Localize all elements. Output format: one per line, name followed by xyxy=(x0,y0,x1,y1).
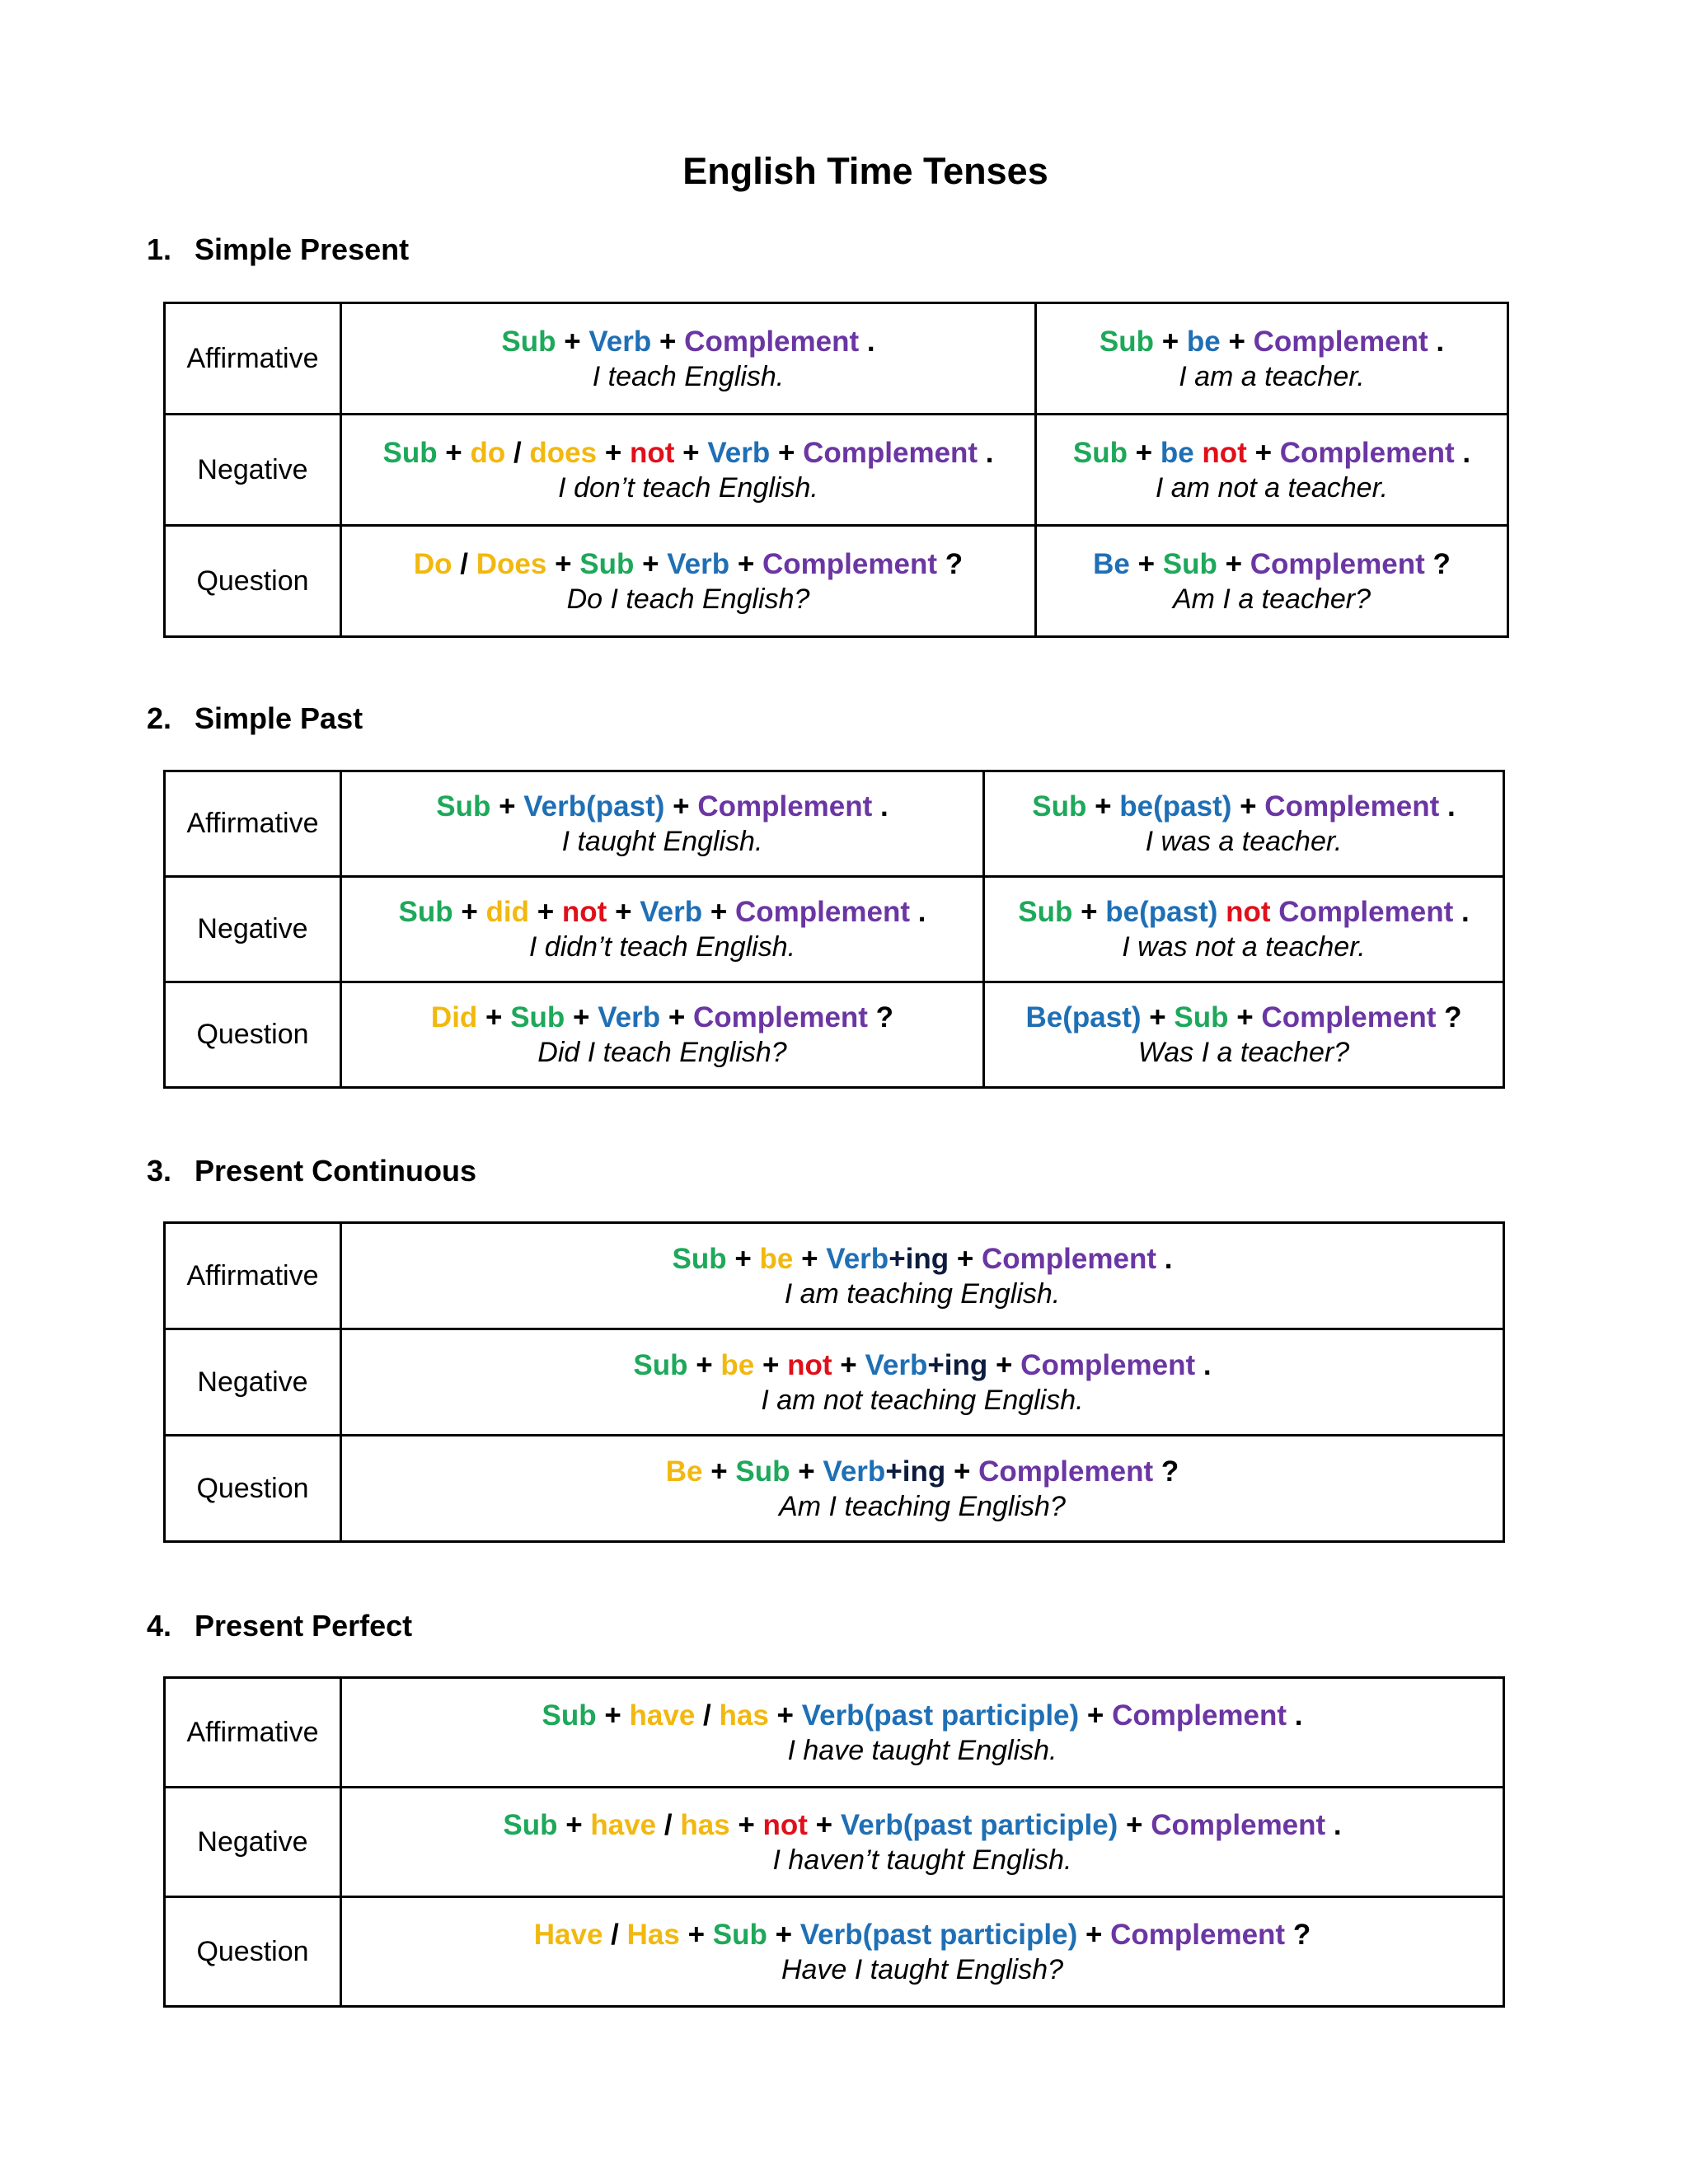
formula-part: . xyxy=(1428,325,1445,358)
formula-part: has xyxy=(680,1808,730,1841)
example-sentence: I have taught English. xyxy=(787,1734,1057,1766)
simple-past-table xyxy=(163,770,1505,1089)
formula-part: Verb xyxy=(707,436,771,469)
formula-part: / xyxy=(695,1699,720,1732)
formula xyxy=(342,546,1034,582)
formula-part: . xyxy=(872,790,889,823)
formula xyxy=(342,1347,1503,1383)
formula-part: Sub xyxy=(436,790,491,823)
formula xyxy=(342,324,1034,359)
formula-part: . xyxy=(1453,896,1470,928)
example-sentence: I haven’t taught English. xyxy=(772,1844,1072,1876)
formula-cell xyxy=(341,1436,1504,1542)
formula-part: Complement xyxy=(735,896,910,928)
formula-part: not xyxy=(787,1348,832,1381)
example-sentence: I taught English. xyxy=(561,826,763,857)
formula-cell xyxy=(341,1788,1504,1897)
section-title: Simple Past xyxy=(195,701,363,735)
formula-part: Complement xyxy=(978,1455,1154,1488)
formula-part: Verb(past) xyxy=(523,790,665,823)
formula-part: Did xyxy=(430,1001,478,1033)
formula xyxy=(985,1000,1503,1035)
formula-part: + xyxy=(490,790,524,823)
formula-part: + xyxy=(679,1918,713,1951)
formula-part: + xyxy=(607,896,640,928)
formula-part: + xyxy=(729,547,763,580)
formula-part: ? xyxy=(1285,1918,1311,1951)
formula-cell xyxy=(341,526,1036,637)
formula-part: did xyxy=(485,896,530,928)
formula xyxy=(342,1000,982,1035)
formula-part: Sub xyxy=(672,1242,727,1275)
section-number: 3. xyxy=(147,1154,172,1188)
formula xyxy=(985,789,1503,824)
formula-part: + xyxy=(651,325,685,358)
simple-present-table xyxy=(163,302,1509,638)
formula-part: Be(past) xyxy=(1025,1001,1142,1033)
formula-part: Complement xyxy=(684,325,860,358)
formula-part: Complement xyxy=(803,436,978,469)
formula-part: + xyxy=(1217,547,1250,580)
present-perfect-table xyxy=(163,1676,1505,2008)
formula xyxy=(342,1241,1503,1277)
formula-part: Complement xyxy=(1264,790,1440,823)
formula-part: . xyxy=(1195,1348,1212,1381)
formula-cell xyxy=(1036,303,1508,415)
formula-part: . xyxy=(1325,1808,1342,1841)
formula-part: not xyxy=(1226,896,1279,928)
row-label-negative: Negative xyxy=(165,1788,341,1897)
formula-cell xyxy=(341,771,984,877)
formula-part: Has xyxy=(626,1918,680,1951)
formula-part: have xyxy=(590,1808,657,1841)
formula-part: . xyxy=(1287,1699,1303,1732)
formula-cell xyxy=(341,982,984,1088)
section-title: Simple Present xyxy=(195,232,410,266)
formula-part: Complement xyxy=(1261,1001,1437,1033)
formula xyxy=(342,894,982,930)
formula-part: + xyxy=(634,547,668,580)
formula-part: / xyxy=(452,547,476,580)
formula-part: Sub xyxy=(1018,896,1073,928)
formula-part: + xyxy=(1118,1808,1151,1841)
formula-part: +ing xyxy=(927,1348,988,1381)
formula-part: + xyxy=(754,1348,788,1381)
example-sentence: I am teaching English. xyxy=(784,1277,1061,1310)
formula-part: Sub xyxy=(503,1808,558,1841)
formula-part: not xyxy=(762,1808,808,1841)
formula-part: + xyxy=(702,896,736,928)
formula-part: Verb(past participle) xyxy=(840,1808,1118,1841)
example-sentence: I didn’t teach English. xyxy=(528,931,796,963)
formula-cell xyxy=(341,1678,1504,1788)
formula-part: / xyxy=(505,436,530,469)
formula-part: . xyxy=(978,436,994,469)
formula xyxy=(342,435,1034,471)
formula-cell xyxy=(341,415,1036,526)
formula-part: + xyxy=(597,436,631,469)
formula-cell xyxy=(341,1329,1504,1436)
formula-part: ? xyxy=(1153,1455,1179,1488)
example-sentence: I teach English. xyxy=(592,360,785,392)
formula-part: Sub xyxy=(382,436,438,469)
section-heading-present-perfect xyxy=(147,1609,412,1643)
formula-part: Verb xyxy=(865,1348,928,1381)
formula xyxy=(342,789,982,824)
formula-part: not xyxy=(630,436,675,469)
example-sentence: Did I teach English? xyxy=(537,1037,787,1068)
formula-part: + xyxy=(770,436,804,469)
formula-part: + xyxy=(729,1808,763,1841)
formula-part: + xyxy=(452,896,486,928)
formula-part: + xyxy=(832,1348,865,1381)
row-label-question: Question xyxy=(165,1436,341,1542)
example-sentence: Was I a teacher? xyxy=(1137,1037,1350,1068)
formula xyxy=(342,1807,1503,1843)
formula-part: . xyxy=(1156,1242,1173,1275)
formula-part: + xyxy=(1077,1918,1111,1951)
formula-part: + xyxy=(807,1808,841,1841)
section-heading-simple-past xyxy=(147,701,363,736)
formula-part: +ing xyxy=(885,1455,946,1488)
formula-part: Does xyxy=(476,547,547,580)
formula-part: . xyxy=(1439,790,1456,823)
formula-part: + xyxy=(1141,1001,1175,1033)
formula-part: not xyxy=(1202,436,1247,469)
formula xyxy=(342,1454,1503,1489)
formula-cell xyxy=(1036,415,1508,526)
example-sentence: Do I teach English? xyxy=(566,583,810,615)
formula-part: + xyxy=(1072,896,1106,928)
formula-part: / xyxy=(603,1918,627,1951)
formula-cell xyxy=(341,1223,1504,1329)
formula-part: Complement xyxy=(982,1242,1156,1275)
formula-part: + xyxy=(793,1242,827,1275)
formula xyxy=(985,894,1503,930)
formula-part: do xyxy=(470,436,506,469)
example-sentence: Have I taught English? xyxy=(781,1953,1064,1985)
formula-part: . xyxy=(859,325,875,358)
row-label-affirmative: Affirmative xyxy=(165,1223,341,1329)
formula xyxy=(342,1917,1503,1952)
formula-part: Sub xyxy=(1162,547,1217,580)
formula-part: Sub xyxy=(1072,436,1128,469)
formula-part: Verb(past participle) xyxy=(799,1918,1078,1951)
example-sentence: Am I a teacher? xyxy=(1172,583,1371,615)
formula-part: Complement xyxy=(1151,1808,1326,1841)
section-heading-present-continuous xyxy=(147,1154,476,1188)
section-number: 4. xyxy=(147,1609,172,1643)
formula-part: + xyxy=(1246,436,1280,469)
formula-part: + xyxy=(726,1242,760,1275)
formula-part: Complement xyxy=(1110,1918,1286,1951)
row-label-negative: Negative xyxy=(165,877,341,982)
formula-part: + xyxy=(664,790,698,823)
example-sentence: I am not a teacher. xyxy=(1155,471,1389,504)
formula-part: Complement xyxy=(762,547,937,580)
formula-part: Complement xyxy=(1250,547,1425,580)
formula-part: Verb xyxy=(598,1001,661,1033)
formula-part: + xyxy=(529,896,562,928)
formula-part: ? xyxy=(1424,547,1451,580)
row-label-question: Question xyxy=(165,526,341,637)
formula-part: + xyxy=(1228,1001,1262,1033)
formula-part: be(past) xyxy=(1119,790,1232,823)
formula-part: Sub xyxy=(579,547,635,580)
formula-part: + xyxy=(702,1455,736,1488)
formula-part: Sub xyxy=(542,1699,597,1732)
formula-part: Sub xyxy=(712,1918,767,1951)
formula-part: not xyxy=(561,896,607,928)
formula-part: Complement xyxy=(1278,896,1454,928)
formula-part: + xyxy=(556,325,589,358)
formula-part: be xyxy=(1160,436,1203,469)
formula-part: Verb xyxy=(667,547,730,580)
formula-part: Complement xyxy=(1112,1699,1287,1732)
example-sentence: I was not a teacher. xyxy=(1122,931,1366,963)
formula-part: Verb xyxy=(823,1455,886,1488)
formula-part: Sub xyxy=(1174,1001,1229,1033)
formula-part: Sub xyxy=(501,325,556,358)
formula-part: + xyxy=(1231,790,1265,823)
example-sentence: I am a teacher. xyxy=(1179,360,1365,392)
formula-part: + xyxy=(687,1348,721,1381)
section-heading-simple-present xyxy=(147,232,409,267)
formula-cell xyxy=(984,771,1504,877)
formula-part: + xyxy=(790,1455,823,1488)
section-title: Present Continuous xyxy=(195,1154,477,1188)
formula-part: + xyxy=(987,1348,1021,1381)
formula-part: Do xyxy=(413,547,452,580)
formula xyxy=(342,1698,1503,1733)
formula-part: Be xyxy=(665,1455,703,1488)
present-continuous-table xyxy=(163,1221,1505,1543)
formula-part: +ing xyxy=(889,1242,950,1275)
formula-part: + xyxy=(1129,547,1163,580)
formula-part: Verb(past participle) xyxy=(801,1699,1080,1732)
formula-part: + xyxy=(477,1001,511,1033)
formula-part: ? xyxy=(867,1001,894,1033)
formula-part: + xyxy=(768,1699,802,1732)
formula-cell xyxy=(984,982,1504,1088)
formula-part: + xyxy=(1079,1699,1113,1732)
formula-part: Sub xyxy=(633,1348,688,1381)
row-label-affirmative: Affirmative xyxy=(165,1678,341,1788)
formula-cell xyxy=(341,303,1036,415)
formula-part: + xyxy=(1154,325,1187,358)
row-label-affirmative: Affirmative xyxy=(165,303,341,415)
formula-part: Be xyxy=(1093,547,1130,580)
formula-part: does xyxy=(529,436,598,469)
example-sentence: I don’t teach English. xyxy=(558,471,818,504)
page-title: English Time Tenses xyxy=(682,150,1048,192)
formula-part: + xyxy=(660,1001,693,1033)
section-title: Present Perfect xyxy=(195,1609,413,1643)
formula-part: Verb xyxy=(588,325,652,358)
formula-part: + xyxy=(949,1242,982,1275)
formula-part: . xyxy=(909,896,926,928)
formula-cell xyxy=(1036,526,1508,637)
formula-part: Sub xyxy=(398,896,453,928)
row-label-question: Question xyxy=(165,982,341,1088)
formula-part: / xyxy=(656,1808,681,1841)
formula-part: be xyxy=(720,1348,755,1381)
formula-part: + xyxy=(596,1699,630,1732)
row-label-question: Question xyxy=(165,1897,341,2007)
formula-part: be xyxy=(759,1242,794,1275)
section-number: 1. xyxy=(147,232,172,266)
formula-part: be(past) xyxy=(1105,896,1226,928)
formula-part: ? xyxy=(1436,1001,1462,1033)
formula-part: has xyxy=(719,1699,769,1732)
formula-part: ? xyxy=(936,547,964,580)
formula-part: + xyxy=(546,547,580,580)
formula-part: Complement xyxy=(1253,325,1428,358)
formula-part: be xyxy=(1186,325,1221,358)
formula-part: + xyxy=(1220,325,1254,358)
formula-part: Sub xyxy=(1099,325,1155,358)
formula-part: + xyxy=(565,1001,598,1033)
formula-part: have xyxy=(629,1699,696,1732)
example-sentence: Am I teaching English? xyxy=(779,1490,1066,1522)
row-label-negative: Negative xyxy=(165,1329,341,1436)
formula-part: + xyxy=(674,436,708,469)
formula-part: + xyxy=(437,436,471,469)
example-sentence: I am not teaching English. xyxy=(761,1384,1084,1416)
formula-part: + xyxy=(945,1455,979,1488)
section-number: 2. xyxy=(147,701,172,735)
formula-part: + xyxy=(767,1918,800,1951)
example-sentence: I was a teacher. xyxy=(1145,826,1343,857)
formula-cell xyxy=(341,877,984,982)
formula-cell xyxy=(341,1897,1504,2007)
formula-part: + xyxy=(557,1808,591,1841)
formula-part: Complement xyxy=(697,790,873,823)
row-label-affirmative: Affirmative xyxy=(165,771,341,877)
formula xyxy=(1037,546,1507,582)
formula-part: Sub xyxy=(1032,790,1087,823)
formula-part: + xyxy=(1127,436,1160,469)
formula-part: Have xyxy=(533,1918,603,1951)
formula xyxy=(1037,435,1507,471)
formula-part: Complement xyxy=(1020,1348,1196,1381)
row-label-negative: Negative xyxy=(165,415,341,526)
formula-part: Sub xyxy=(735,1455,790,1488)
formula-part: Complement xyxy=(692,1001,868,1033)
formula-part: + xyxy=(1086,790,1120,823)
formula-cell xyxy=(984,877,1504,982)
formula-part: Verb xyxy=(640,896,703,928)
formula-part: Complement xyxy=(1279,436,1455,469)
formula-part: Sub xyxy=(510,1001,565,1033)
formula-part: . xyxy=(1454,436,1471,469)
formula xyxy=(1037,324,1507,359)
formula-part: Verb xyxy=(826,1242,889,1275)
